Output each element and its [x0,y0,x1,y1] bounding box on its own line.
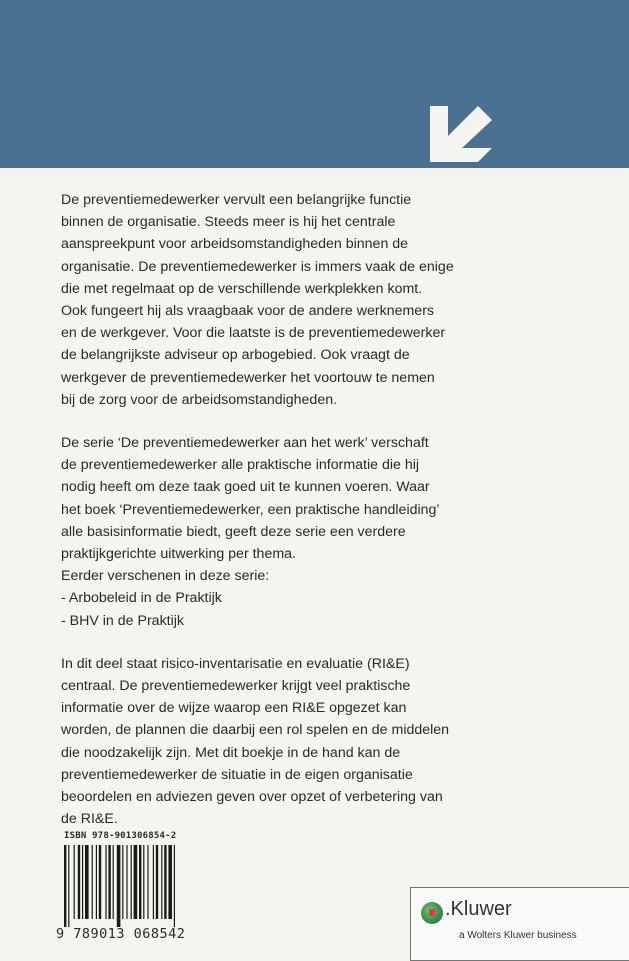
barcode-bar [108,845,110,919]
barcode-bar [147,845,148,919]
publisher-tagline: a Wolters Kluwer business [459,930,577,941]
barcode-bar [68,845,69,927]
text-line: werkgever de preventiemedewerker het voortouw te nemen [61,369,435,386]
cover-band [0,0,629,168]
publisher-logo [410,887,629,961]
text-line: alle basisinformatie biedt, geeft deze serie een verdere [61,523,406,540]
text-line: Eerder verschenen in deze serie: [61,568,270,585]
barcode-bar [174,845,175,927]
arrow-down-left-icon [428,98,494,164]
barcode-bar [96,845,97,919]
text-line: de RI&E. [61,811,118,828]
publisher-name: .Kluwer [445,898,512,920]
paragraph [61,653,450,831]
text-line: bij de zorg voor de arbeidsomstandigheden. [61,391,338,408]
barcode-bar [122,845,123,919]
text-line: en de werkgever. Voor die laatste is de preventiemedewerker [61,325,446,342]
barcode-bar [92,845,93,919]
barcode-bar [139,845,141,919]
text-line: praktijkgerichte uitwerking per thema. [61,546,296,563]
barcode-bar [164,845,166,919]
text-line: die noodzakelijk zijn. Met dit boekje in de hand kan de [61,744,401,761]
barcode-bar [85,845,89,919]
text-line: worden, de plannen die daarbij een rol spelen en de middelen [61,722,450,739]
barcode-bar [161,845,162,919]
barcode-bar [82,845,83,919]
barcode-bar [156,845,158,919]
text-line: preventiemedewerker de situatie in de eigen organisatie [61,766,413,783]
text-line: het boek ‘Preventiemedewerker, een praktische handleiding’ [61,501,440,518]
barcode-bar [126,845,127,919]
text-line: nodig heeft om deze taak goed uit te kunnen voeren. Waar [61,479,430,496]
text-line: aanspreekpunt voor arbeidsomstandigheden binnen de [61,236,409,253]
barcode-bar [74,845,75,919]
back-cover-text [61,189,454,851]
text-line: de preventiemedewerker alle praktische informatie die hij [61,457,420,474]
text-line: informatie over de wijze waarop een RI&E opgezet kan [61,700,407,717]
barcode-bar [78,845,80,919]
barcode-bar [64,845,66,927]
isbn: ISBN 978-901306854-2 [64,831,177,841]
text-line: organisatie. De preventiemedewerker is immers vaak de enige [61,258,454,275]
text-line: Ook fungeert hij als vraagbaak voor de andere werknemers [61,303,435,320]
text-line: de belangrijkste adviseur op arbogebied. Ook vraagt de [61,347,410,364]
barcode-bar [105,845,106,919]
text-line: beoordelen en adviezen geven over opzet of verbetering van [61,789,443,806]
text-line: - Arbobeleid in de Praktijk [61,590,222,607]
text-line: - BHV in de Praktijk [61,612,184,629]
barcode-bar [117,845,121,927]
paragraph [61,189,454,411]
text-line: De preventiemedewerker vervult een belangrijke functie [61,192,412,208]
barcode-bar [168,845,172,919]
barcode-bar [131,845,132,919]
text-line: binnen de organisatie. Steeds meer is hij het centrale [61,214,396,231]
barcode [64,845,190,927]
barcode-bar [99,845,101,919]
barcode-number: 9 789013 068542 [56,926,186,942]
barcode-bar [134,845,138,919]
barcode-bar [153,845,154,919]
barcode-bar [113,845,114,919]
text-line: De serie ‘De preventiemedewerker aan het werk’ verschaft [61,435,429,452]
text-line: die met regelmaat op de verschillende werkplekken komt. [61,280,423,297]
text-line: In dit deel staat risico-inventarisatie en evaluatie (RI&E) [61,655,410,672]
text-line: centraal. De preventiemedewerker krijgt veel praktische [61,678,411,695]
paragraph [61,432,441,632]
barcode-bar [143,845,144,919]
kluwer-globe-icon [421,902,443,924]
